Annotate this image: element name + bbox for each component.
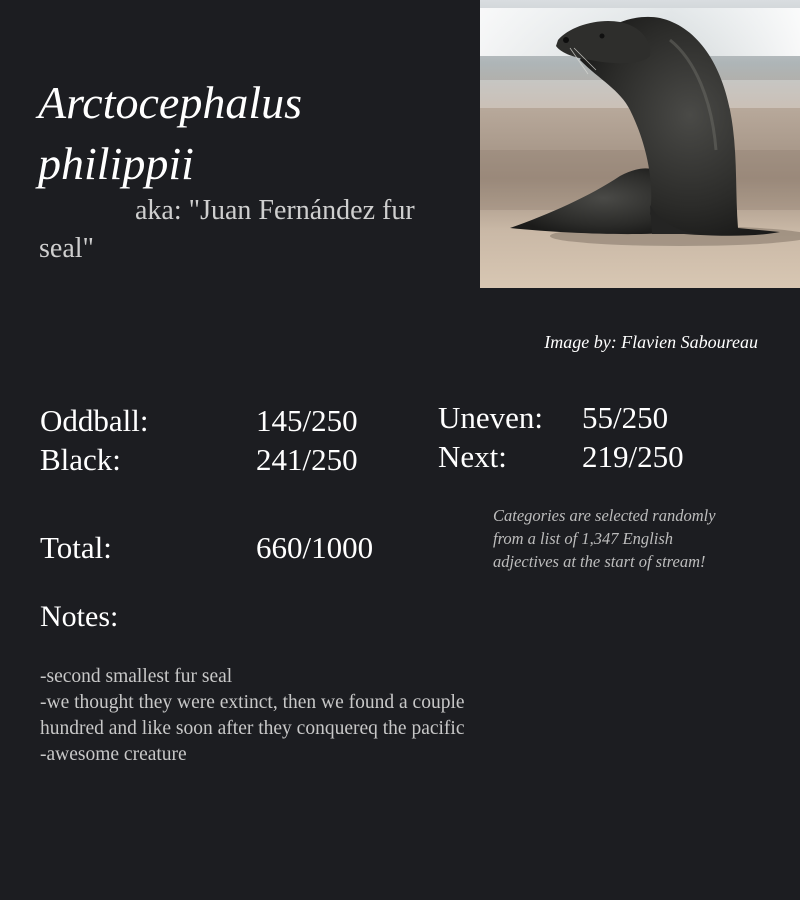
notes-list: [40, 664, 520, 768]
list-item: -awesome creature: [40, 744, 187, 765]
fur-seal-photo: [480, 0, 800, 288]
species-scientific-name: Arctocephalus philippii: [38, 77, 303, 189]
total-value: 660/1000: [256, 530, 374, 565]
next-value: 219/250: [582, 439, 684, 474]
uneven-label: Uneven:: [438, 400, 544, 435]
image-credit: Image by: Flavien Saboureau: [544, 332, 758, 352]
black-value: 241/250: [256, 442, 358, 477]
black-label: Black:: [40, 442, 121, 477]
list-item: -second smallest fur seal: [40, 666, 233, 687]
list-item: -we thought they were extinct, then we found a couple hundred and like soon after they conquereq the pacific: [40, 692, 465, 739]
species-common-name: aka: "Juan Fernández fur seal": [39, 195, 415, 264]
uneven-value: 55/250: [582, 400, 669, 435]
oddball-value: 145/250: [256, 403, 358, 438]
categories-note: Categories are selected randomly from a list of 1,347 English adjectives at the start of stream!: [493, 506, 716, 571]
total-label: Total:: [40, 530, 112, 565]
oddball-label: Oddball:: [40, 403, 149, 438]
next-label: Next:: [438, 439, 507, 474]
notes-heading: Notes:: [40, 600, 119, 633]
